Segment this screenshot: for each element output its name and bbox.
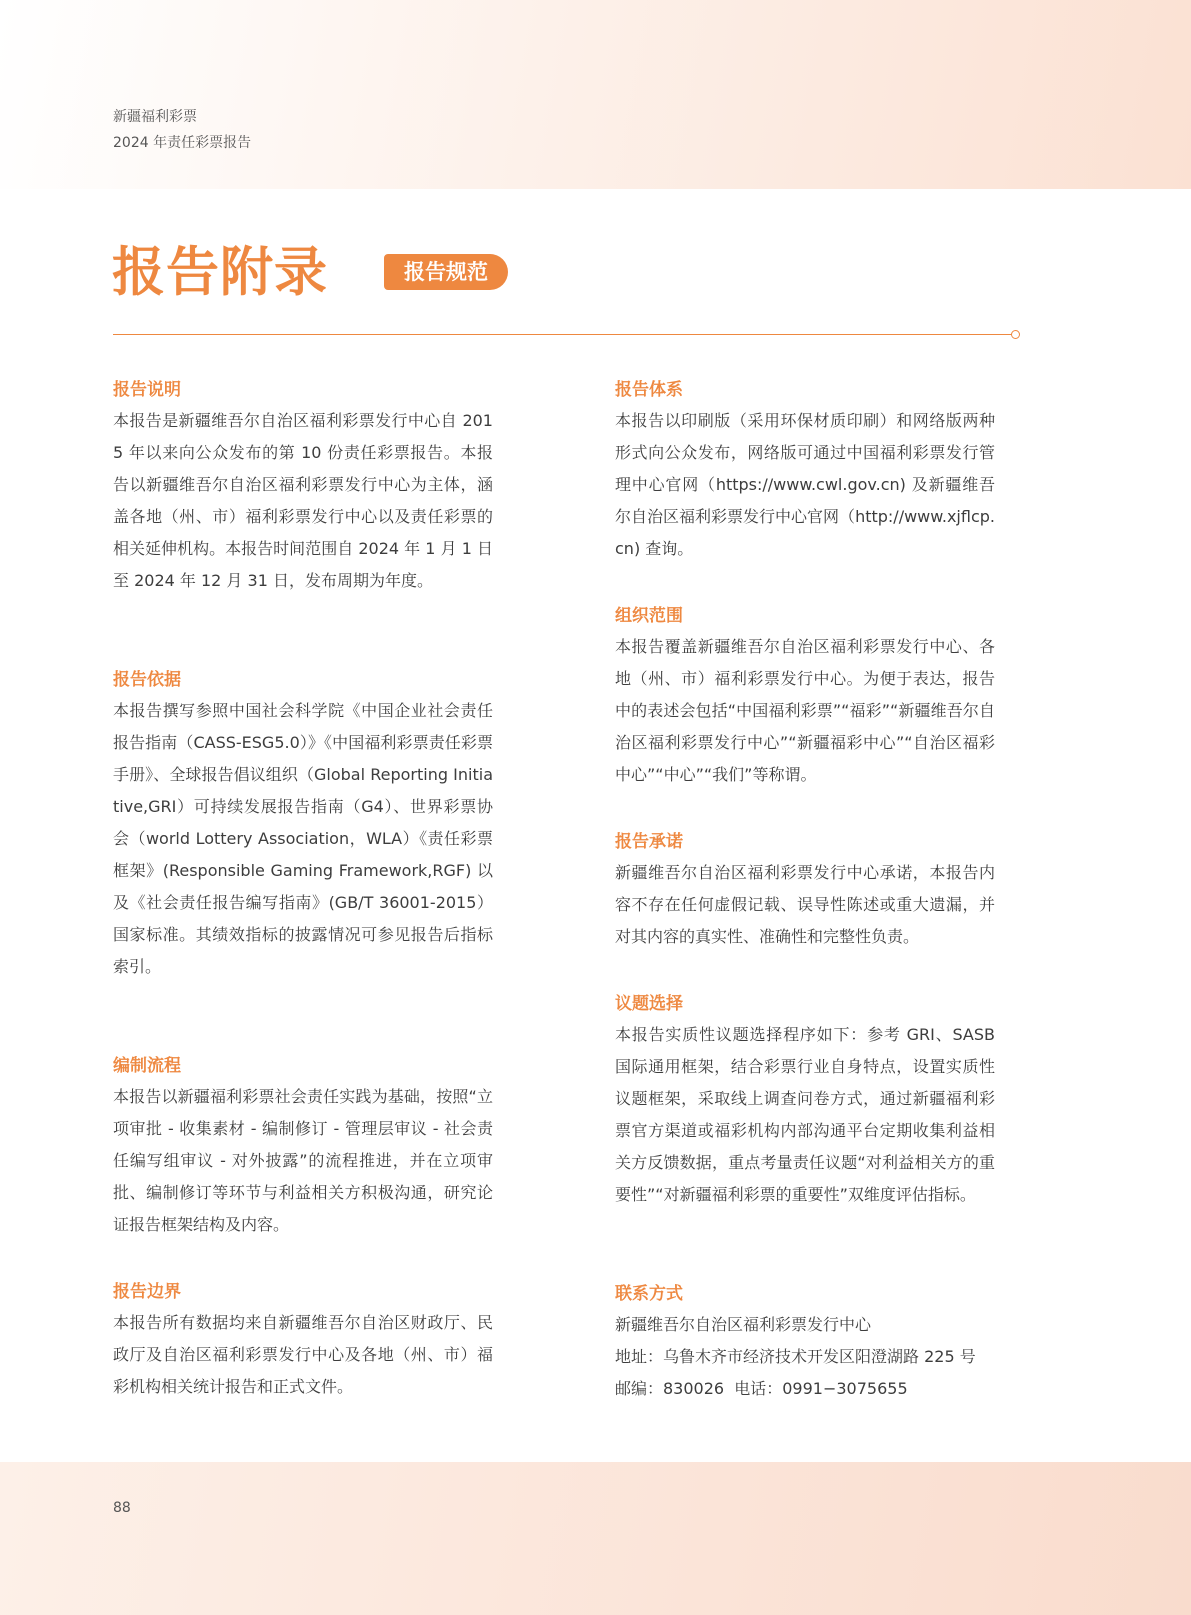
page-number: 88 bbox=[113, 1500, 131, 1516]
header-band bbox=[0, 0, 1191, 189]
section-heading: 组织范围 bbox=[615, 606, 683, 626]
header-report-name: 2024 年责任彩票报告 bbox=[113, 135, 252, 151]
section-report-basis bbox=[113, 669, 493, 983]
contact-postal-phone: 邮编：830026 电话：0991−3075655 bbox=[615, 1379, 908, 1398]
section-body: 本报告是新疆维吾尔自治区福利彩票发行中心自 2015 年以来向公众发布的第 10 份责任彩票报告。本报告以新疆维吾尔自治区福利彩票发行中心为主体，涵盖各地（州、市）福利彩票发行中心以及责任彩票的相关延伸机构。本报告时间范围自 2024 年 1 月 1 日至 2024 年 12 月 31 日，发布周期为年度。 bbox=[113, 411, 493, 590]
section-heading: 报告说明 bbox=[113, 380, 181, 400]
contact-address: 地址：乌鲁木齐市经济技术开发区阳澄湖路 225 号 bbox=[615, 1347, 976, 1366]
section-body: 本报告所有数据均来自新疆维吾尔自治区财政厅、民政厅及自治区福利彩票发行中心及各地（州、市）福彩机构相关统计报告和正式文件。 bbox=[113, 1313, 493, 1396]
header-org: 新疆福利彩票 bbox=[113, 109, 197, 125]
section-topic-selection bbox=[615, 993, 995, 1211]
section-heading: 报告边界 bbox=[113, 1282, 181, 1302]
section-body: 新疆维吾尔自治区福利彩票发行中心承诺，本报告内容不存在任何虚假记载、误导性陈述或重大遗漏，并对其内容的真实性、准确性和完整性负责。 bbox=[615, 863, 995, 946]
section-report-system bbox=[615, 379, 995, 565]
section-compilation-process bbox=[113, 1055, 493, 1241]
section-heading: 编制流程 bbox=[113, 1056, 181, 1076]
footer-band bbox=[0, 1462, 1191, 1615]
section-body: 本报告实质性议题选择程序如下：参考 GRI、SASB 国际通用框架，结合彩票行业自身特点，设置实质性议题框架，采取线上调查问卷方式，通过新疆福利彩票官方渠道或福彩机构内部沟通平台定期收集利益相关方反馈数据，重点考量责任议题“对利益相关方的重要性”“对新疆福利彩票的重要性”双维度评估指标。 bbox=[615, 1025, 995, 1204]
section-body: 本报告以新疆福利彩票社会责任实践为基础，按照“立项审批 - 收集素材 - 编制修订 - 管理层审议 - 社会责任编写组审议 - 对外披露”的流程推进，并在立项审批、编制修订等环节与利益相关方积极沟通，研究论证报告框架结构及内容。 bbox=[113, 1087, 493, 1234]
section-body: 本报告覆盖新疆维吾尔自治区福利彩票发行中心、各地（州、市）福利彩票发行中心。为便于表达，报告中的表述会包括“中国福利彩票”“福彩”“新疆维吾尔自治区福利彩票发行中心”“新疆福彩中心”“自治区福彩中心”“中心”“我们”等称谓。 bbox=[615, 637, 995, 784]
section-heading: 报告依据 bbox=[113, 670, 181, 690]
section-heading: 议题选择 bbox=[615, 994, 683, 1014]
section-report-description bbox=[113, 379, 493, 597]
section-organization-scope bbox=[615, 605, 995, 791]
contact-org: 新疆维吾尔自治区福利彩票发行中心 bbox=[615, 1315, 872, 1334]
title-divider bbox=[113, 334, 1013, 335]
page-title: 报告附录 bbox=[112, 241, 328, 303]
section-heading: 联系方式 bbox=[615, 1284, 683, 1304]
section-body: 本报告撰写参照中国社会科学院《中国企业社会责任报告指南（CASS-ESG5.0）》《中国福利彩票责任彩票手册》、全球报告倡议组织（Global Reporting Initiative,GRI）可持续发展报告指南（G4）、世界彩票协会（world Lottery Association，WLA）《责任彩票框架》(Responsible Gaming Framework,RGF) 以及《社会责任报告编写指南》(GB/T 36001-2015）国家标准。其绩效指标的披露情况可参见报告后指标索引。 bbox=[113, 701, 493, 976]
section-heading: 报告体系 bbox=[615, 380, 683, 400]
section-report-commitment bbox=[615, 831, 995, 953]
divider-end-dot bbox=[1011, 330, 1020, 339]
section-heading: 报告承诺 bbox=[615, 832, 683, 852]
section-body: 本报告以印刷版（采用环保材质印刷）和网络版两种形式向公众发布，网络版可通过中国福利彩票发行管理中心官网（https://www.cwl.gov.cn) 及新疆维吾尔自治区福利彩票发行中心官网（http://www.xjflcp.cn) 查询。 bbox=[615, 411, 995, 558]
section-contact bbox=[615, 1283, 995, 1405]
section-report-boundary bbox=[113, 1281, 493, 1403]
section-tag: 报告规范 bbox=[384, 254, 508, 290]
